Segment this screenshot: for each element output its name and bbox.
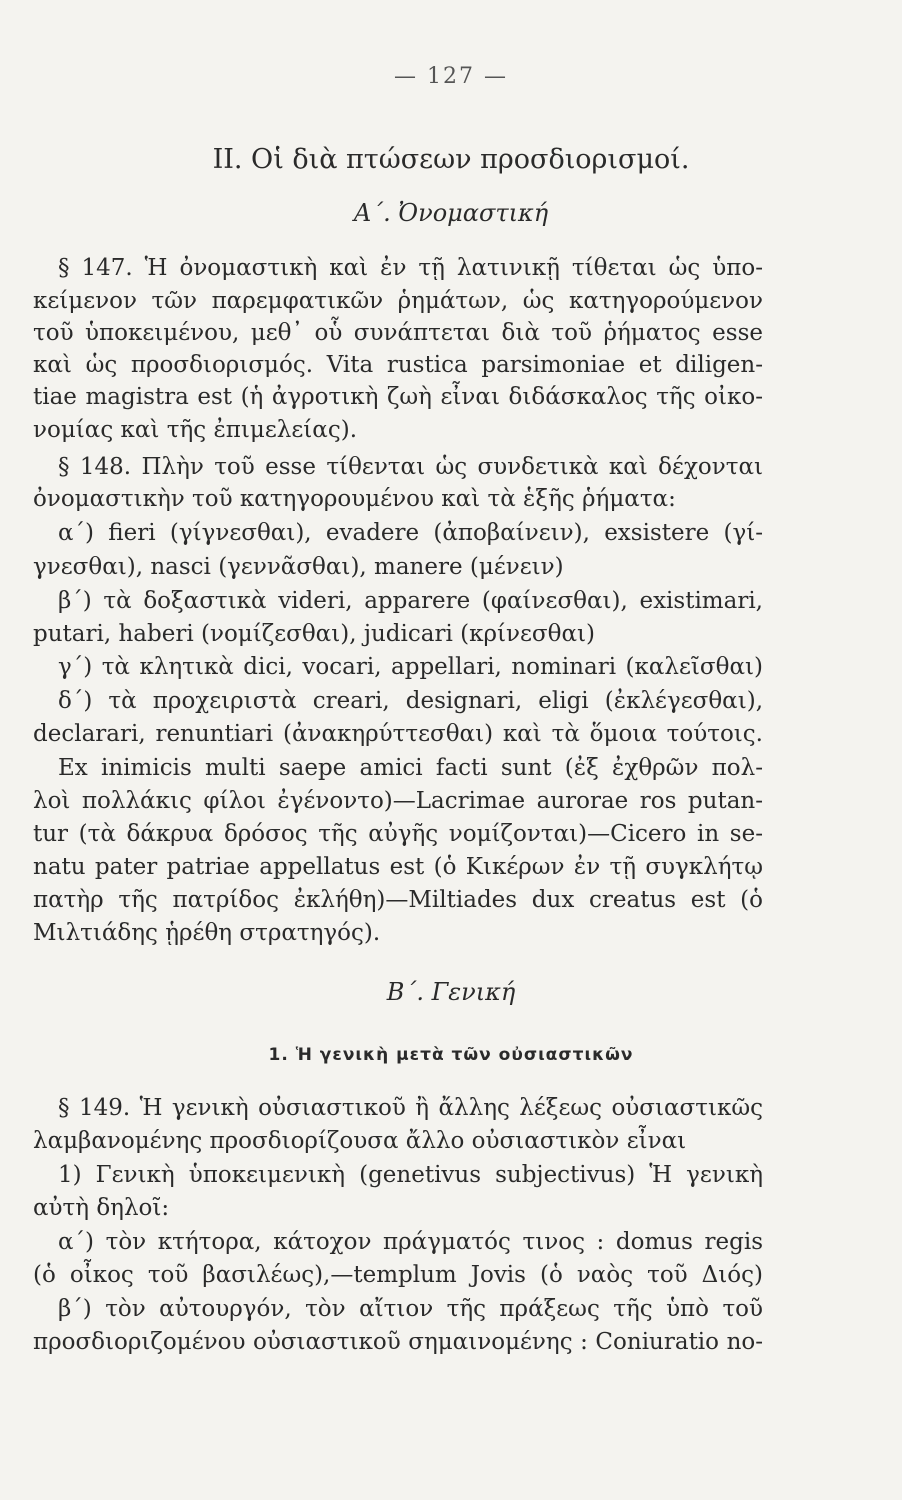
examples-line: Μιλτιάδης ᾑρέθη στρατηγός). (33, 920, 381, 946)
list-item-a-line: γνεσθαι), nasci (γεννᾶσθαι), manere (μένειν) (33, 554, 564, 580)
paragraph-147-line: κείμενον τῶν παρεμφατικῶν ῥημάτων, ὡς κατηγορούμενον (33, 288, 763, 314)
list-item-d-line: δ΄) τὰ προχειριστὰ creari, designari, eligi (ἐκλέγεσθαι), (58, 688, 763, 714)
paragraph-149-line: § 149. Ἡ γενικὴ οὐσιαστικοῦ ἢ ἄλλης λέξεως οὐσιαστικῶς (58, 1095, 763, 1121)
subsection-heading-b: Β΄. Γενική (386, 978, 516, 1006)
item-1a-line: (ὁ οἶκος τοῦ βασιλέως),—templum Jovis (ὁ ναὸς τοῦ Διός) (33, 1262, 763, 1288)
list-item-c-line: γ΄) τὰ κλητικὰ dici, vocari, appellari, nominari (καλεῖσθαι) (58, 654, 763, 680)
list-item-b-line: putari, haberi (νομίζεσθαι), judicari (κρίνεσθαι) (33, 621, 595, 647)
section-heading: II. Οἱ διὰ πτώσεων προσδιορισμοί. (212, 144, 690, 175)
list-item-a-line: α΄) fieri (γίγνεσθαι), evadere (ἀποβαίνειν), exsistere (γί- (58, 520, 763, 546)
item-1a-line: α΄) τὸν κτήτορα, κάτοχον πράγματός τινος : domus regis (58, 1229, 763, 1255)
examples-line: πατὴρ τῆς πατρίδος ἐκλήθη)—Miltiades dux creatus est (ὁ (33, 887, 763, 913)
paragraph-148-line: ὀνομαστικὴν τοῦ κατηγορουμένου καὶ τὰ ἑξῆς ῥήματα: (33, 486, 676, 512)
item-1-line: αὐτὴ δηλοῖ: (33, 1195, 170, 1221)
item-1b-line: προσδιοριζομένου οὐσιαστικοῦ σημαινομένης : Coniuratio no- (33, 1329, 763, 1355)
list-item-d-line: declarari, renuntiari (ἀνακηρύττεσθαι) καὶ τὰ ὅμοια τούτοις. (33, 721, 763, 747)
examples-line: λοὶ πολλάκις φίλοι ἐγένοντο)—Lacrimae aurorae ros putan- (33, 788, 763, 814)
page-number: — 127 — (394, 64, 508, 89)
list-item-b-line: β΄) τὰ δοξαστικὰ videri, apparere (φαίνεσθαι), existimari, (58, 588, 763, 614)
paragraph-147-line: § 147. Ἡ ὀνομαστικὴ καὶ ἐν τῇ λατινικῇ τίθεται ὡς ὑπο- (58, 255, 763, 281)
paragraph-147-line: τοῦ ὑποκειμένου, μεθ᾽ οὗ συνάπτεται διὰ τοῦ ῥήματος esse (33, 320, 763, 346)
paragraph-148-line: § 148. Πλὴν τοῦ esse τίθενται ὡς συνδετικὰ καὶ δέχονται (58, 454, 763, 480)
examples-line: Ex inimicis multi saepe amici facti sunt (ἐξ ἐχθρῶν πολ- (58, 755, 763, 781)
paragraph-147-line: νομίας καὶ τῆς ἐπιμελείας). (33, 417, 357, 443)
item-1-line: 1) Γενικὴ ὑποκειμενικὴ (genetivus subjectivus) Ἡ γενικὴ (58, 1162, 763, 1188)
paragraph-149-line: λαμβανομένης προσδιορίζουσα ἄλλο οὐσιαστικὸν εἶναι (33, 1128, 687, 1154)
paragraph-147-line: tiae magistra est (ἡ ἀγροτικὴ ζωὴ εἶναι διδάσκαλος τῆς οἰκο- (33, 384, 763, 410)
item-1b-line: β΄) τὸν αὐτουργόν, τὸν αἴτιον τῆς πράξεως τῆς ὑπὸ τοῦ (58, 1296, 763, 1322)
examples-line: tur (τὰ δάκρυα δρόσος τῆς αὐγῆς νομίζονται)—Cicero in se- (33, 821, 763, 847)
paragraph-147-line: καὶ ὡς προσδιορισμός. Vita rustica parsimoniae et diligen- (33, 352, 763, 378)
subheading-genitive-nouns: 1. Ἡ γενικὴ μετὰ τῶν οὐσιαστικῶν (268, 1045, 634, 1065)
examples-line: natu pater patriae appellatus est (ὁ Κικέρων ἐν τῇ συγκλήτῳ (33, 854, 763, 880)
subsection-heading-a: Α΄. Ὀνομαστική (353, 199, 549, 227)
